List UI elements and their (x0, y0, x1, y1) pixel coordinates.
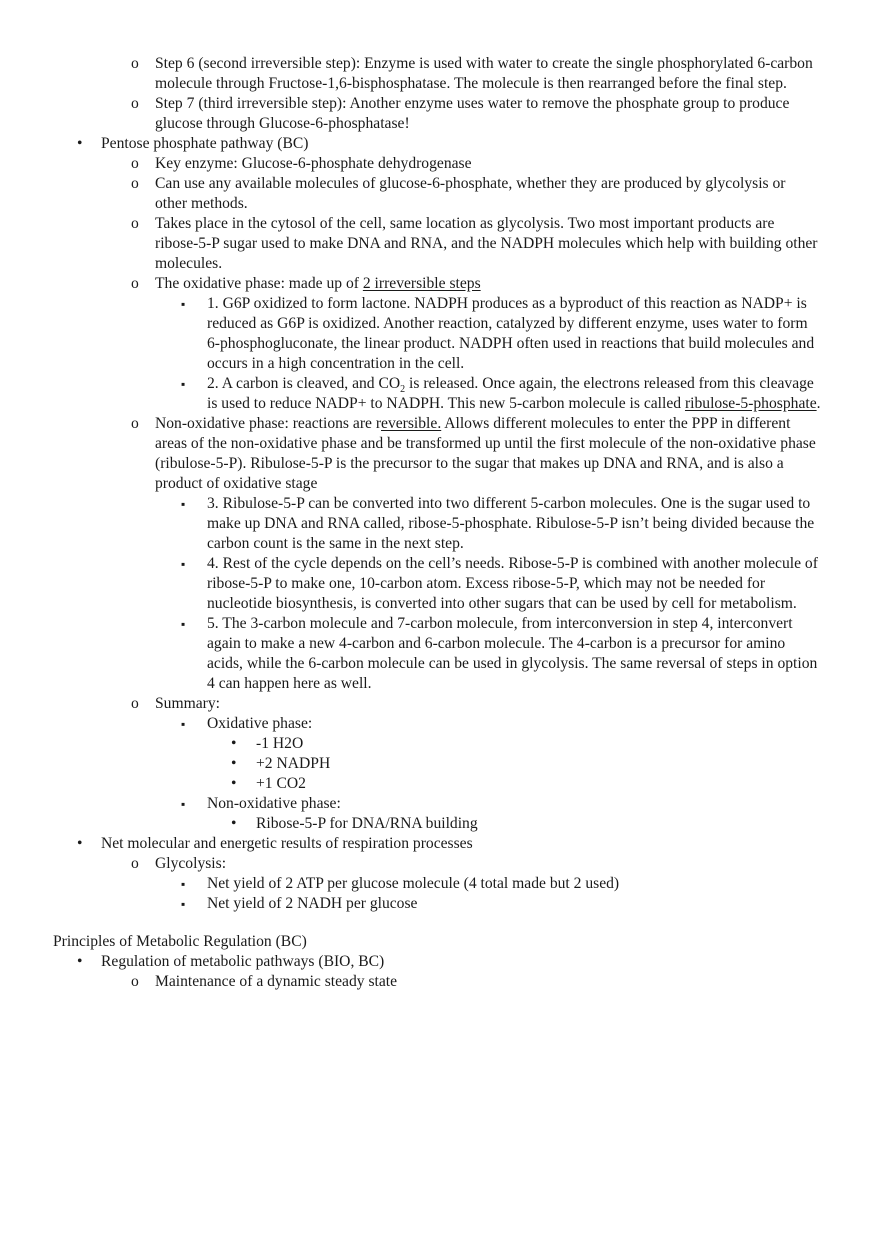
bullet-o: o (131, 695, 139, 712)
bullet-square: ▪ (181, 617, 186, 631)
summary-nonox-item: Ribose-5-P for DNA/RNA building (256, 815, 478, 832)
list-item (131, 54, 821, 94)
summary-ox-item: +2 NADPH (256, 755, 331, 772)
net-item: Net yield of 2 ATP per glucose molecule (4 total made but 2 used) (207, 875, 620, 892)
bullet-o: o (131, 215, 139, 232)
maintenance-text: Maintenance of a dynamic steady state (155, 973, 398, 990)
bullet-dot: • (231, 815, 237, 832)
step-7-text: Step 7 (third irreversible step): Another enzyme uses water to remove the phosphate group to produce glucose through Glucose-6-phosphatase! (155, 95, 790, 132)
subscript-2: 2 (400, 384, 406, 396)
nonox-step-4: 4. Rest of the cycle depends on the cell’s needs. Ribose-5-P is combined with another molecule of ribose-5-P to make one, 10-carbon atom. Excess ribose-5-P, which may not be needed for nucleotide biosynthesis, is converted into other sugars that can be used by cell for metabolism. (207, 555, 818, 612)
bullet-o: o (131, 155, 139, 172)
oxidative-step-2-end: . (816, 395, 821, 412)
list-item (181, 554, 821, 614)
list-item (181, 714, 821, 734)
list-item (231, 814, 816, 834)
step-6-text: Step 6 (second irreversible step): Enzyme is used with water to create the single phosphorylated 6-carbon molecule through Fructose-1,6-bisphosphatase. The molecule is then rearranged before the final step. (155, 55, 813, 92)
list-item (77, 952, 821, 972)
list-item (181, 894, 821, 914)
oxidative-step-2a: 2. A carbon is cleaved, and CO (207, 375, 401, 392)
bullet-o: o (131, 275, 139, 292)
nonox-b: Allows different molecules to enter the PPP in different areas of the non-oxidative phase and be transformed up until the first molecule of the non-oxidative phase (ribulose-5-P). Ribulose-5-P is the precursor to the sugar that makes up DNA and RNA, and is also a product of oxidative stage (155, 415, 816, 492)
nonox-a: Non-oxidative phase: reactions are r (155, 415, 382, 432)
bullet-square: ▪ (181, 877, 186, 891)
bullet-dot: • (77, 135, 83, 152)
summary-oxidative: Oxidative phase: (207, 715, 313, 732)
bullet-square: ▪ (181, 797, 186, 811)
list-item (131, 694, 821, 714)
list-item (131, 94, 821, 134)
bullet-square: ▪ (181, 717, 186, 731)
oxidative-intro: The oxidative phase: made up of (155, 275, 363, 292)
list-item (131, 154, 821, 174)
summary-label: Summary: (155, 695, 220, 712)
section-heading: Principles of Metabolic Regulation (BC) (53, 933, 307, 950)
ribulose-underlined: ribulose-5-phosphate (684, 395, 817, 412)
list-item (77, 834, 821, 854)
glycolysis-label: Glycolysis: (155, 855, 227, 872)
list-item (131, 972, 821, 992)
list-item (131, 414, 821, 494)
bullet-dot: • (231, 755, 237, 772)
list-item (231, 734, 816, 754)
bullet-o: o (131, 415, 139, 432)
list-item (131, 274, 821, 294)
ppp-any-molecules: Can use any available molecules of glucose-6-phosphate, whether they are produced by glycolysis or other methods. (155, 175, 786, 212)
net-title: Net molecular and energetic results of respiration processes (101, 835, 473, 852)
ppp-key-enzyme: Key enzyme: Glucose-6-phosphate dehydrogenase (155, 155, 472, 172)
list-item (181, 374, 821, 414)
summary-nonoxidative: Non-oxidative phase: (207, 795, 341, 812)
ppp-cytosol: Takes place in the cytosol of the cell, same location as glycolysis. Two most important products are ribose-5-P sugar used to make DNA and RNA, and the NADPH molecules which help with building other molecules. (155, 215, 818, 272)
list-item (131, 174, 821, 214)
bullet-square: ▪ (181, 897, 186, 911)
list-item (231, 774, 816, 794)
list-item (181, 614, 821, 694)
nonox-step-3: 3. Ribulose-5-P can be converted into two different 5-carbon molecules. One is the sugar used to make up DNA and RNA called, ribose-5-phosphate. Ribulose-5-P isn’t being divided because the carbon count is the same in the next step. (207, 495, 815, 552)
list-item (131, 854, 821, 874)
list-item (131, 214, 821, 274)
bullet-dot: • (77, 835, 83, 852)
bullet-square: ▪ (181, 497, 186, 511)
bullet-dot: • (231, 775, 237, 792)
bullet-o: o (131, 973, 139, 990)
list-item (231, 754, 816, 774)
nonox-underlined: eversible. (381, 415, 442, 432)
nonox-step-5: 5. The 3-carbon molecule and 7-carbon molecule, from interconversion in step 4, interconvert again to make a new 4-carbon and 6-carbon molecule. The 4-carbon is a precursor for amino acids, while the 6-carbon molecule can be used in glycolysis. The same reversal of steps in option 4 can happen here as well. (207, 615, 818, 692)
bullet-o: o (131, 175, 139, 192)
oxidative-step-2b: is released. Once again, the electrons released from this cleavage is used to reduce NADP+ to NADPH. This new 5-carbon molecule is called (207, 375, 814, 412)
list-item (181, 874, 821, 894)
bullet-square: ▪ (181, 377, 186, 391)
net-item: Net yield of 2 NADH per glucose (207, 895, 418, 912)
oxidative-underlined: 2 irreversible steps (362, 275, 481, 292)
bullet-o: o (131, 855, 139, 872)
oxidative-step-1: 1. G6P oxidized to form lactone. NADPH produces as a byproduct of this reaction as NADP+ is reduced as G6P is oxidized. Another reaction, catalyzed by different enzyme, uses water to form 6-phosphogluconate, the linear product. NADPH often used in reactions that build molecules and occurs in a high concentration in the cell. (207, 295, 815, 372)
bullet-dot: • (77, 953, 83, 970)
summary-ox-item: -1 H2O (256, 735, 304, 752)
list-item (77, 134, 821, 154)
ppp-title: Pentose phosphate pathway (BC) (101, 135, 309, 152)
list-item (181, 794, 821, 814)
bullet-square: ▪ (181, 557, 186, 571)
bullet-dot: • (231, 735, 237, 752)
list-item (181, 494, 821, 554)
bullet-o: o (131, 55, 139, 72)
bullet-square: ▪ (181, 297, 186, 311)
bullet-o: o (131, 95, 139, 112)
summary-ox-item: +1 CO2 (256, 775, 306, 792)
regulation-title: Regulation of metabolic pathways (BIO, BC) (101, 953, 385, 970)
list-item (181, 294, 821, 374)
